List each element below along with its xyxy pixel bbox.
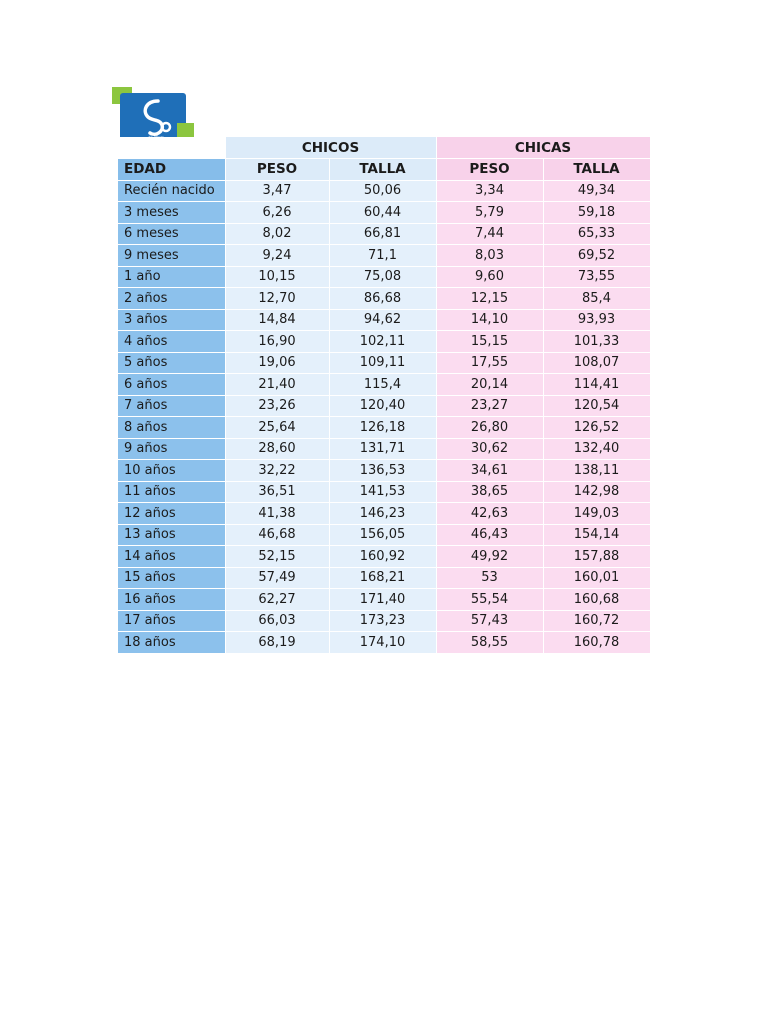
column-header-row (118, 159, 650, 181)
table-row (118, 352, 650, 374)
cell-boys-weight: 57,49 (225, 567, 329, 589)
cell-boys-height: 94,62 (329, 309, 436, 331)
cell-boys-height: 115,4 (329, 374, 436, 396)
cell-girls-weight: 3,34 (436, 180, 543, 202)
cell-boys-height: 86,68 (329, 288, 436, 310)
cell-boys-height: 109,11 (329, 352, 436, 374)
col-header-girls-weight: PESO (436, 159, 543, 181)
cell-girls-height: 108,07 (543, 352, 650, 374)
table-row (118, 524, 650, 546)
cell-age: 15 años (118, 567, 225, 589)
cell-girls-height: 160,01 (543, 567, 650, 589)
cell-girls-weight: 20,14 (436, 374, 543, 396)
cell-boys-height: 102,11 (329, 331, 436, 353)
cell-age: 16 años (118, 589, 225, 611)
cell-age: 13 años (118, 524, 225, 546)
cell-girls-height: 101,33 (543, 331, 650, 353)
cell-girls-height: 132,40 (543, 438, 650, 460)
cell-girls-weight: 15,15 (436, 331, 543, 353)
cell-boys-height: 60,44 (329, 202, 436, 224)
cell-girls-weight: 53 (436, 567, 543, 589)
cell-girls-height: 154,14 (543, 524, 650, 546)
cell-age: 9 meses (118, 245, 225, 267)
cell-girls-height: 126,52 (543, 417, 650, 439)
table-row (118, 288, 650, 310)
cell-boys-height: 131,71 (329, 438, 436, 460)
table-row (118, 180, 650, 202)
cell-age: 3 años (118, 309, 225, 331)
table-row (118, 481, 650, 503)
col-header-age: EDAD (118, 159, 225, 181)
cell-boys-height: 156,05 (329, 524, 436, 546)
table-row (118, 546, 650, 568)
cell-age: Recién nacido (118, 180, 225, 202)
growth-table (118, 137, 651, 654)
cell-girls-height: 93,93 (543, 309, 650, 331)
cell-girls-height: 160,72 (543, 610, 650, 632)
cell-boys-height: 141,53 (329, 481, 436, 503)
cell-girls-weight: 55,54 (436, 589, 543, 611)
table-row (118, 438, 650, 460)
cell-boys-height: 173,23 (329, 610, 436, 632)
cell-girls-weight: 42,63 (436, 503, 543, 525)
cell-girls-weight: 7,44 (436, 223, 543, 245)
cell-girls-height: 142,98 (543, 481, 650, 503)
cell-boys-weight: 12,70 (225, 288, 329, 310)
cell-boys-weight: 41,38 (225, 503, 329, 525)
cell-girls-height: 59,18 (543, 202, 650, 224)
cell-girls-height: 85,4 (543, 288, 650, 310)
cell-girls-height: 49,34 (543, 180, 650, 202)
table-row (118, 610, 650, 632)
cell-girls-height: 65,33 (543, 223, 650, 245)
cell-age: 9 años (118, 438, 225, 460)
table-row (118, 589, 650, 611)
cell-age: 8 años (118, 417, 225, 439)
cell-girls-height: 120,54 (543, 395, 650, 417)
cell-boys-weight: 19,06 (225, 352, 329, 374)
cell-boys-weight: 62,27 (225, 589, 329, 611)
table-row (118, 503, 650, 525)
cell-age: 17 años (118, 610, 225, 632)
cell-girls-height: 138,11 (543, 460, 650, 482)
cell-boys-weight: 14,84 (225, 309, 329, 331)
cell-boys-weight: 9,24 (225, 245, 329, 267)
table-row (118, 245, 650, 267)
cell-boys-height: 160,92 (329, 546, 436, 568)
cell-age: 5 años (118, 352, 225, 374)
cell-boys-weight: 10,15 (225, 266, 329, 288)
cell-girls-weight: 26,80 (436, 417, 543, 439)
table-row (118, 309, 650, 331)
cell-girls-weight: 49,92 (436, 546, 543, 568)
table-row (118, 417, 650, 439)
table-row (118, 395, 650, 417)
cell-girls-height: 149,03 (543, 503, 650, 525)
cell-girls-weight: 5,79 (436, 202, 543, 224)
cell-age: 6 meses (118, 223, 225, 245)
cell-boys-height: 66,81 (329, 223, 436, 245)
group-header-row (118, 137, 650, 159)
table-row (118, 632, 650, 654)
cell-age: 14 años (118, 546, 225, 568)
cell-girls-weight: 30,62 (436, 438, 543, 460)
cell-age: 12 años (118, 503, 225, 525)
growth-table-container (118, 137, 650, 654)
cell-age: 7 años (118, 395, 225, 417)
group-header-boys: CHICOS (225, 137, 436, 159)
cell-girls-weight: 34,61 (436, 460, 543, 482)
col-header-boys-height: TALLA (329, 159, 436, 181)
cell-age: 4 años (118, 331, 225, 353)
cell-boys-weight: 52,15 (225, 546, 329, 568)
table-row (118, 567, 650, 589)
cell-girls-weight: 9,60 (436, 266, 543, 288)
group-header-blank (118, 137, 225, 159)
cell-boys-weight: 28,60 (225, 438, 329, 460)
cell-boys-weight: 6,26 (225, 202, 329, 224)
cell-age: 10 años (118, 460, 225, 482)
cell-age: 11 años (118, 481, 225, 503)
cell-girls-height: 114,41 (543, 374, 650, 396)
cell-boys-weight: 21,40 (225, 374, 329, 396)
cell-boys-weight: 46,68 (225, 524, 329, 546)
cell-girls-weight: 38,65 (436, 481, 543, 503)
cell-age: 18 años (118, 632, 225, 654)
cell-boys-height: 136,53 (329, 460, 436, 482)
cell-boys-weight: 25,64 (225, 417, 329, 439)
cell-boys-height: 146,23 (329, 503, 436, 525)
cell-boys-height: 71,1 (329, 245, 436, 267)
cell-boys-weight: 32,22 (225, 460, 329, 482)
cell-age: 2 años (118, 288, 225, 310)
cell-boys-height: 126,18 (329, 417, 436, 439)
cell-boys-weight: 8,02 (225, 223, 329, 245)
cell-girls-weight: 17,55 (436, 352, 543, 374)
cell-age: 6 años (118, 374, 225, 396)
cell-boys-height: 168,21 (329, 567, 436, 589)
cell-girls-weight: 23,27 (436, 395, 543, 417)
table-row (118, 266, 650, 288)
table-row (118, 223, 650, 245)
cell-girls-weight: 58,55 (436, 632, 543, 654)
table-row (118, 460, 650, 482)
table-body (118, 180, 650, 653)
cell-girls-height: 69,52 (543, 245, 650, 267)
cell-boys-weight: 16,90 (225, 331, 329, 353)
cell-boys-weight: 3,47 (225, 180, 329, 202)
cell-boys-weight: 36,51 (225, 481, 329, 503)
cell-girls-height: 157,88 (543, 546, 650, 568)
cell-boys-weight: 23,26 (225, 395, 329, 417)
cell-girls-weight: 12,15 (436, 288, 543, 310)
cell-boys-height: 174,10 (329, 632, 436, 654)
cell-girls-weight: 57,43 (436, 610, 543, 632)
cell-boys-height: 50,06 (329, 180, 436, 202)
col-header-girls-height: TALLA (543, 159, 650, 181)
cell-girls-height: 73,55 (543, 266, 650, 288)
cell-girls-weight: 8,03 (436, 245, 543, 267)
cell-girls-weight: 14,10 (436, 309, 543, 331)
cell-girls-height: 160,78 (543, 632, 650, 654)
cell-boys-height: 120,40 (329, 395, 436, 417)
cell-boys-height: 171,40 (329, 589, 436, 611)
col-header-boys-weight: PESO (225, 159, 329, 181)
group-header-girls: CHICAS (436, 137, 650, 159)
table-row (118, 331, 650, 353)
cell-age: 1 año (118, 266, 225, 288)
cell-girls-weight: 46,43 (436, 524, 543, 546)
cell-boys-weight: 68,19 (225, 632, 329, 654)
cell-age: 3 meses (118, 202, 225, 224)
table-row (118, 202, 650, 224)
table-row (118, 374, 650, 396)
cell-girls-height: 160,68 (543, 589, 650, 611)
cell-boys-height: 75,08 (329, 266, 436, 288)
cell-boys-weight: 66,03 (225, 610, 329, 632)
